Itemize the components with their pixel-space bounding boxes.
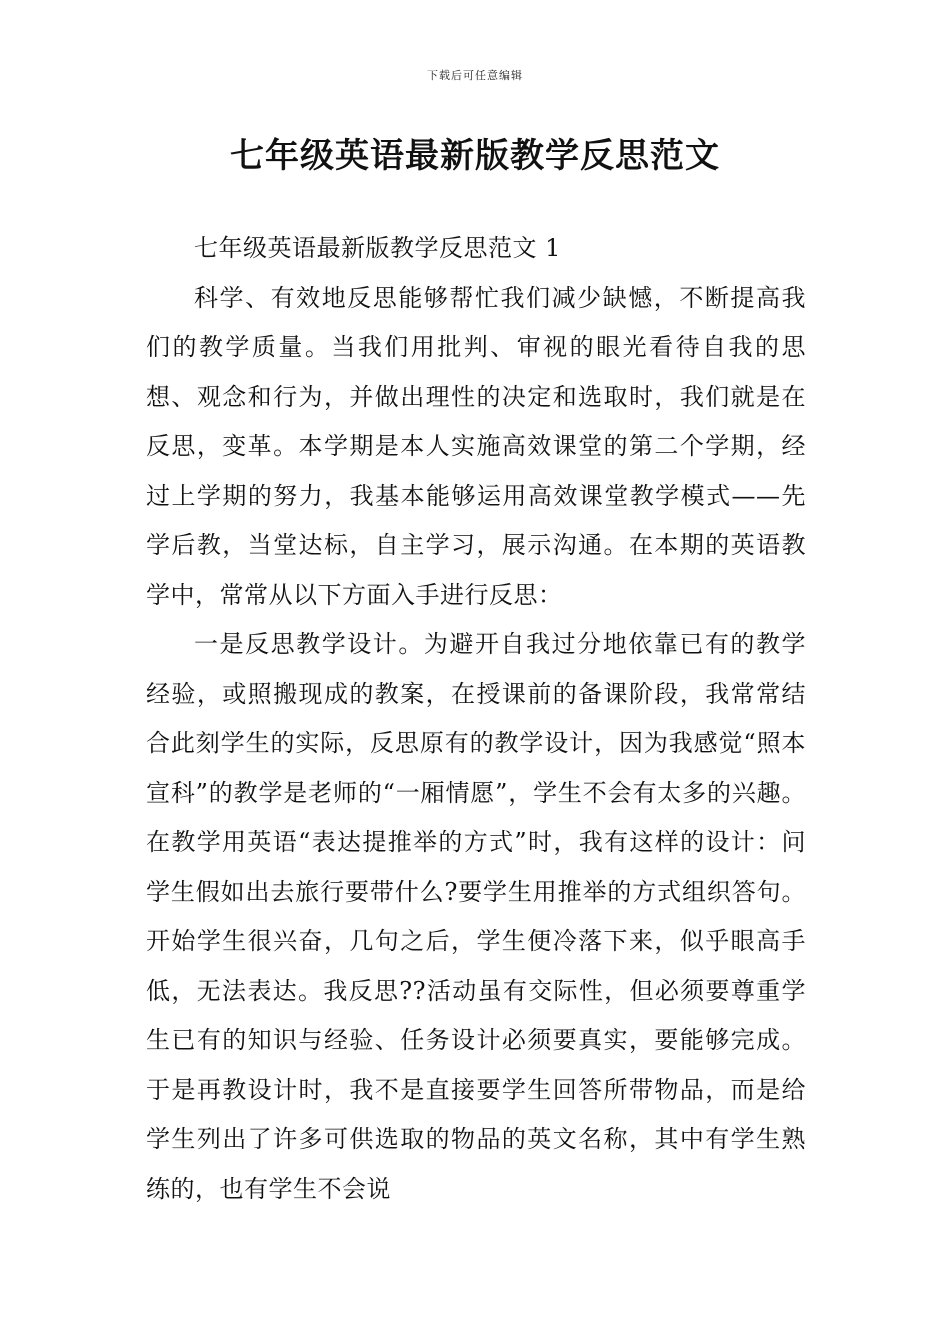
section-heading: 七年级英语最新版教学反思范文 1 [194, 234, 561, 262]
header-note: 下载后可任意编辑 [427, 69, 523, 82]
paragraph-1: 科学、有效地反思能够帮忙我们减少缺憾，不断提高我们的教学质量。当我们用批判、审视的眼光看待自我的思想、观念和行为，并做出理性的决定和选取时，我们就是在反思，变革。本学期是本人实施高效课堂的第二个学期，经过上学期的努力，我基本能够运用高效课堂教学模式——先学后教，当堂达标，自主学习，展示沟通。在本期的英语教学中，常常从以下方面入手进行反思： [146, 283, 806, 609]
document-title: 七年级英语最新版教学反思范文 [230, 136, 720, 176]
document-body [146, 224, 806, 1214]
paragraph-2: 一是反思教学设计。为避开自我过分地依靠已有的教学经验，或照搬现成的教案，在授课前的备课阶段，我常常结合此刻学生的实际，反思原有的教学设计，因为我感觉“照本宣科”的教学是老师的“一厢情愿”，学生不会有太多的兴趣。在教学用英语“表达提推举的方式”时，我有这样的设计：问学生假如出去旅行要带什么?要学生用推举的方式组织答句。开始学生很兴奋，几句之后，学生便冷落下来，似乎眼高手低，无法表达。我反思??活动虽有交际性，但必须要尊重学生已有的知识与经验、任务设计必须要真实，要能够完成。于是再教设计时，我不是直接要学生回答所带物品，而是给学生列出了许多可供选取的物品的英文名称，其中有学生熟练的，也有学生不会说 [146, 630, 806, 1203]
